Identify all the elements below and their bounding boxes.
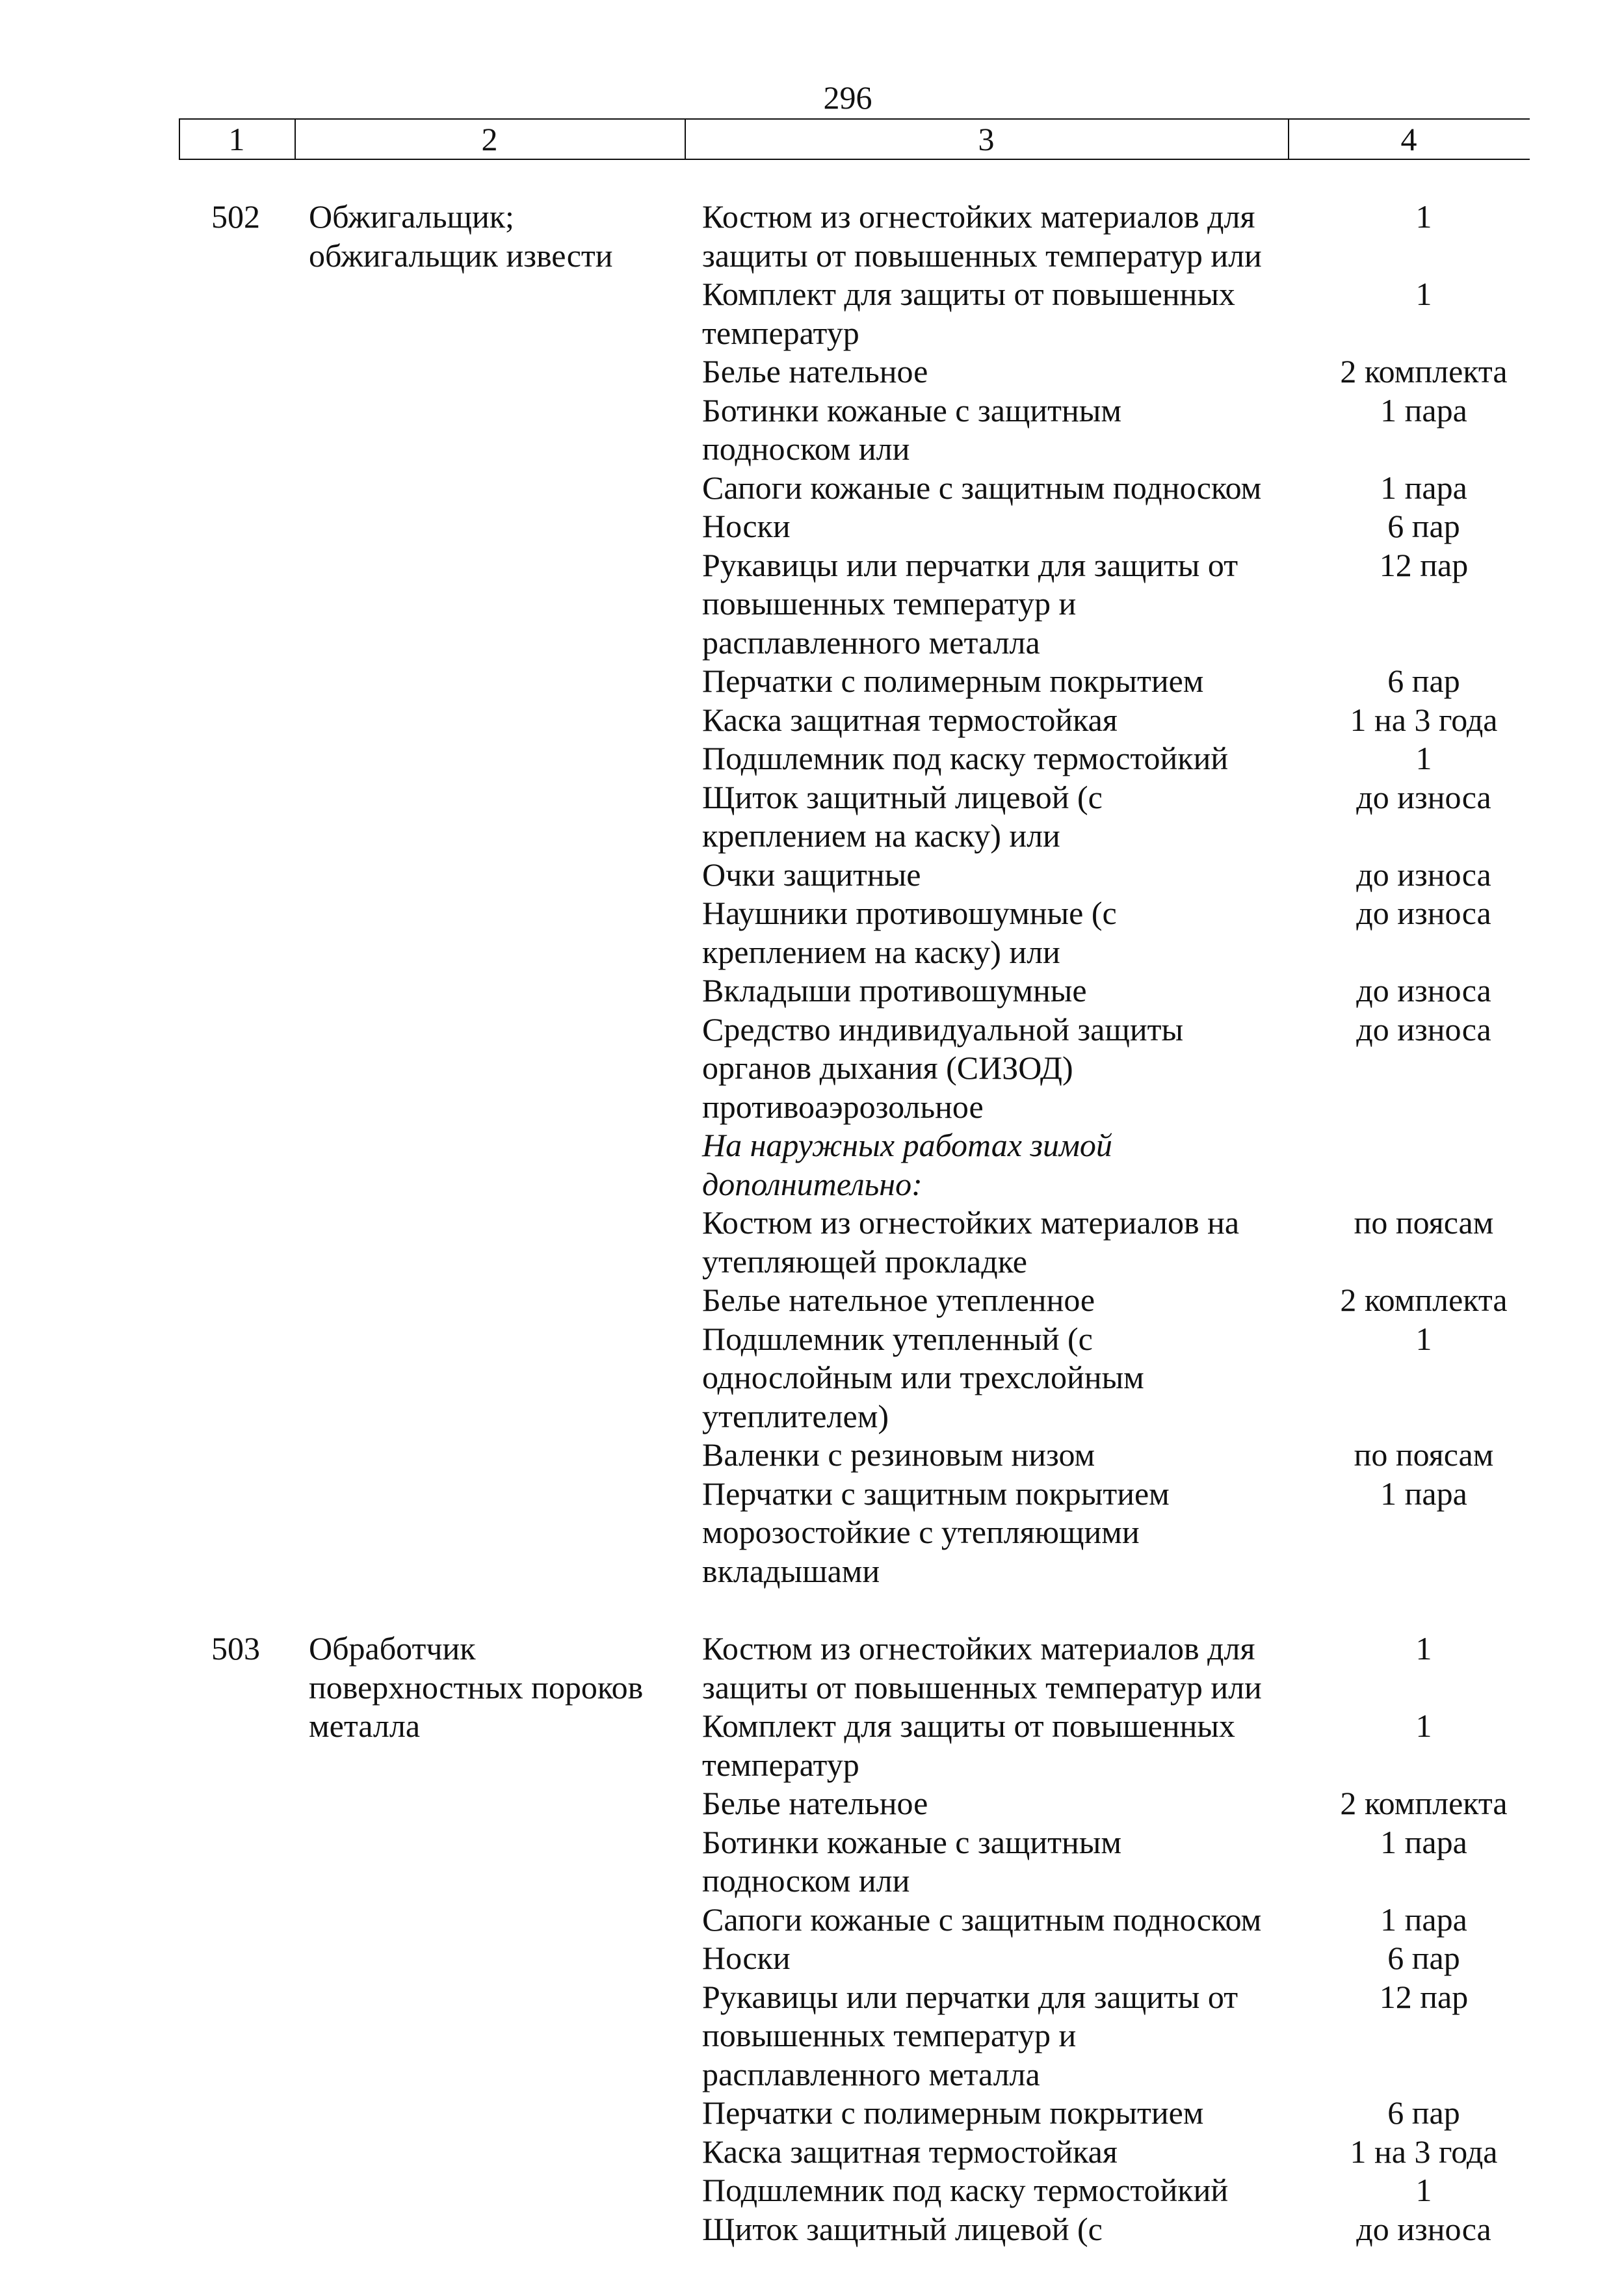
item-name: Ботинки кожаные с защитным подноском или [702, 391, 1121, 467]
list-item [702, 1204, 1554, 1281]
list-item [702, 2171, 1554, 2210]
header-col-2: 2 [481, 121, 498, 157]
list-item [702, 2133, 1554, 2172]
item-name: Комплект для защиты от повышенных температур [702, 1708, 1235, 1783]
list-item [702, 352, 1554, 391]
item-name: Средство индивидуальной защиты органов дыхания (СИЗОД) противоаэрозольное [702, 1010, 1184, 1125]
item-name: Валенки с резиновым низом [702, 1436, 1095, 1473]
list-item [702, 1823, 1554, 1901]
item-quantity: 6 пар [1387, 663, 1460, 699]
item-quantity: 1 [1415, 1708, 1432, 1744]
list-item [702, 971, 1554, 1010]
item-name: Носки [702, 1940, 791, 1976]
item-quantity: 1 [1415, 1630, 1432, 1667]
list-item [702, 507, 1554, 546]
list-item [702, 1436, 1554, 1475]
list-item [702, 662, 1554, 701]
list-item [702, 1126, 1554, 1204]
item-name: Костюм из огнестойких материалов для защиты от повышенных температур или [702, 1630, 1262, 1706]
item-quantity: 1 [1415, 276, 1432, 312]
list-item [702, 275, 1554, 352]
item-name: Очки защитные [702, 856, 921, 893]
item-name: Ботинки кожаные с защитным подноском или [702, 1823, 1121, 1899]
item-quantity: до износа [1356, 895, 1491, 931]
list-item [702, 2210, 1554, 2249]
table-header [179, 118, 1530, 160]
list-item [702, 1281, 1554, 1320]
item-name: Перчатки с полимерным покрытием [702, 2094, 1204, 2131]
item-quantity: 1 [1415, 198, 1432, 235]
item-quantity: 6 пар [1387, 2094, 1460, 2131]
item-name: Носки [702, 508, 791, 544]
item-name: Каска защитная термостойкая [702, 2133, 1118, 2170]
header-col-3: 3 [978, 121, 995, 157]
list-item [702, 1901, 1554, 1940]
item-quantity: 1 на 3 года [1350, 701, 1498, 738]
item-name: Подшлемник под каску термостойкий [702, 2172, 1229, 2208]
page-number: 296 [823, 79, 872, 116]
item-quantity: 2 комплекта [1340, 1282, 1508, 1318]
item-name: Белье нательное [702, 353, 928, 389]
item-quantity: 1 пара [1380, 469, 1467, 506]
item-name: Вкладыши противошумные [702, 972, 1087, 1009]
list-item [702, 856, 1554, 895]
item-name: Наушники противошумные (с креплением на каску) или [702, 895, 1117, 970]
item-name: Костюм из огнестойких материалов на утепляющей прокладке [702, 1204, 1240, 1280]
list-item [702, 1475, 1554, 1591]
item-quantity: 12 пар [1379, 546, 1469, 583]
entry-number: 502 [211, 198, 260, 235]
item-quantity: 6 пар [1387, 508, 1460, 544]
entry-number: 503 [211, 1630, 260, 1667]
item-quantity: до износа [1356, 778, 1491, 815]
item-quantity: 2 комплекта [1340, 1785, 1508, 1821]
item-quantity: 12 пар [1379, 1978, 1469, 2015]
profession-name: Обжигальщик; обжигальщик извести [309, 198, 613, 274]
item-quantity: 1 на 3 года [1350, 2133, 1498, 2170]
item-quantity: по поясам [1354, 1204, 1494, 1241]
item-name: Сапоги кожаные с защитным подноском [702, 1901, 1262, 1938]
item-name: Щиток защитный лицевой (с креплением на каску) или [702, 778, 1103, 854]
item-quantity: 1 [1415, 1320, 1432, 1357]
item-name: Каска защитная термостойкая [702, 701, 1118, 738]
item-quantity: 1 пара [1380, 1901, 1467, 1938]
item-quantity: по поясам [1354, 1436, 1494, 1473]
equipment-list [702, 1630, 1554, 2249]
list-item [702, 198, 1554, 275]
list-item [702, 1630, 1554, 1707]
item-quantity: 1 пара [1380, 1475, 1467, 1512]
header-col-1: 1 [228, 121, 245, 157]
item-quantity [1294, 1126, 1554, 1204]
item-name: Белье нательное [702, 1785, 928, 1821]
item-name: Перчатки с защитным покрытием морозостойкие с утепляющими вкладышами [702, 1475, 1170, 1589]
item-quantity: до износа [1356, 2210, 1491, 2247]
item-name: Сапоги кожаные с защитным подноском [702, 469, 1262, 506]
item-quantity: до износа [1356, 1010, 1491, 1048]
item-name: Белье нательное утепленное [702, 1282, 1095, 1318]
item-name: Рукавицы или перчатки для защиты от повышенных температур и расплавленного металла [702, 546, 1238, 661]
item-name: Перчатки с полимерным покрытием [702, 663, 1204, 699]
item-name: На наружных работах зимой дополнительно: [702, 1127, 1112, 1202]
item-quantity: 2 комплекта [1340, 353, 1508, 389]
list-item [702, 1978, 1554, 2094]
list-item [702, 546, 1554, 663]
item-quantity: 1 [1415, 740, 1432, 776]
item-quantity: 1 пара [1380, 391, 1467, 429]
table-row [0, 198, 1624, 1590]
header-col-4: 4 [1400, 121, 1417, 157]
item-name: Подшлемник утепленный (с однослойным или трехслойным утеплителем) [702, 1320, 1144, 1434]
table-row [0, 1630, 1624, 2249]
equipment-list [702, 198, 1554, 1590]
list-item [702, 1010, 1554, 1127]
list-item [702, 739, 1554, 778]
item-name: Щиток защитный лицевой (с [702, 2210, 1103, 2247]
list-item [702, 701, 1554, 740]
item-name: Костюм из огнестойких материалов для защиты от повышенных температур или [702, 198, 1262, 274]
list-item [702, 2094, 1554, 2133]
list-item [702, 1707, 1554, 1784]
item-quantity: 1 [1415, 2172, 1432, 2208]
item-quantity: 1 пара [1380, 1823, 1467, 1860]
table-body [0, 198, 1624, 2288]
list-item [702, 391, 1554, 469]
item-quantity: 6 пар [1387, 1940, 1460, 1976]
list-item [702, 1320, 1554, 1436]
list-item [702, 778, 1554, 856]
list-item [702, 469, 1554, 508]
profession-name: Обработчик поверхностных пороков металла [309, 1630, 644, 1744]
item-quantity: до износа [1356, 972, 1491, 1009]
list-item [702, 1784, 1554, 1823]
list-item [702, 894, 1554, 971]
item-name: Рукавицы или перчатки для защиты от повышенных температур и расплавленного металла [702, 1978, 1238, 2092]
item-name: Подшлемник под каску термостойкий [702, 740, 1229, 776]
item-quantity: до износа [1356, 856, 1491, 893]
item-name: Комплект для защиты от повышенных температур [702, 276, 1235, 351]
list-item [702, 1939, 1554, 1978]
